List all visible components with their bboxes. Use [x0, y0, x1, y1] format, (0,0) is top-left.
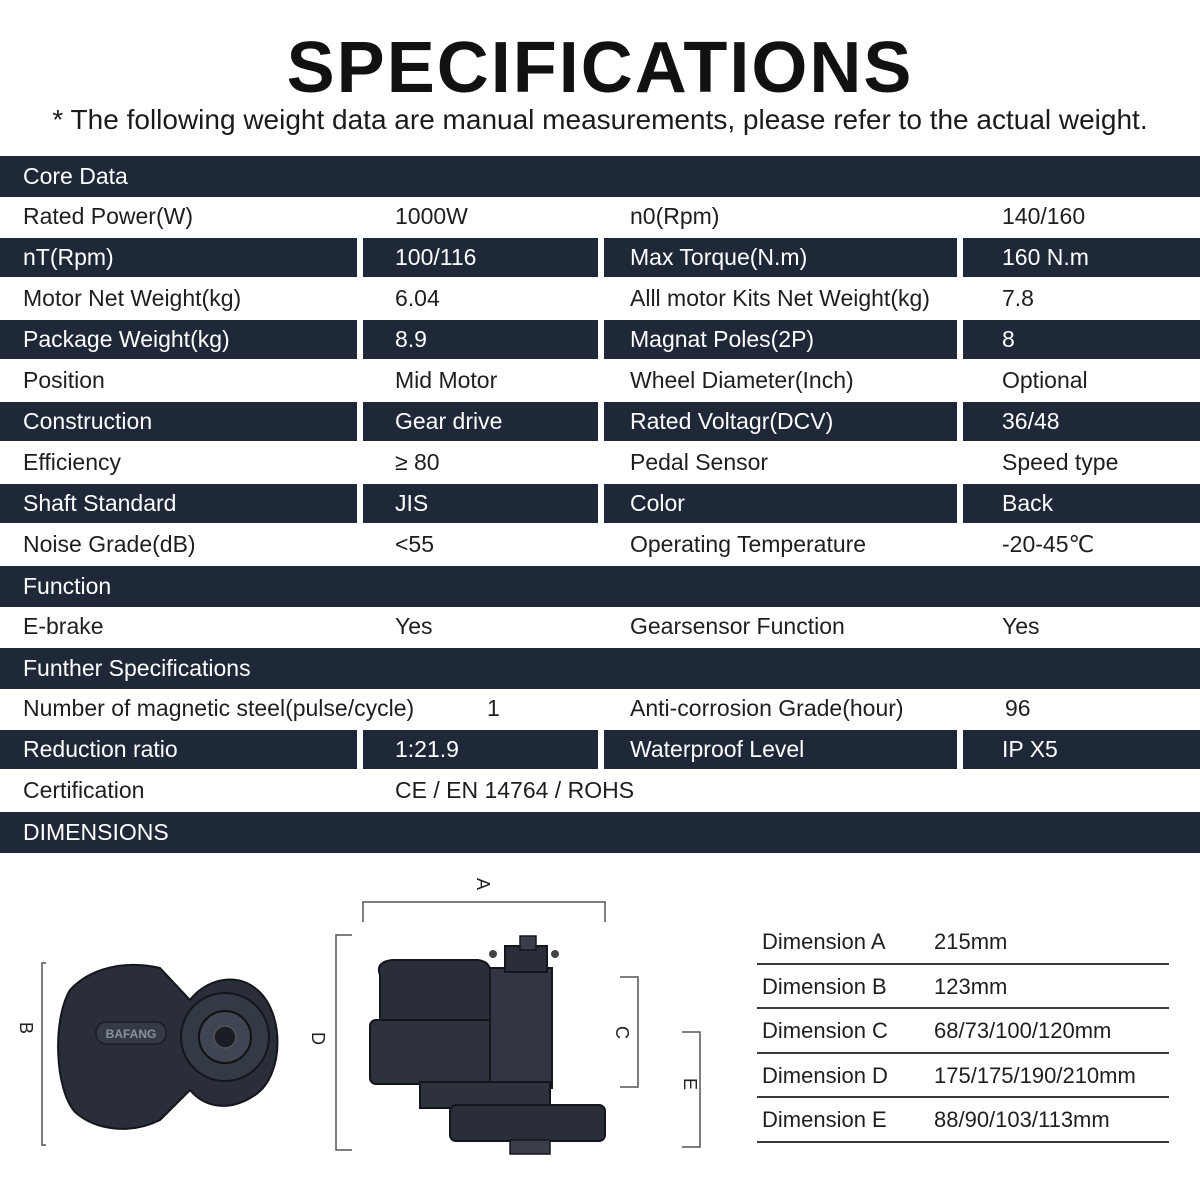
- spec-label: Reduction ratio: [0, 730, 357, 769]
- motor-side-housing: [490, 968, 552, 1088]
- spec-label: Position: [23, 367, 105, 393]
- spec-value: 36/48: [963, 402, 1200, 441]
- table-row: [0, 197, 1200, 238]
- dimension-a-label: A: [473, 878, 493, 891]
- section-title: Function: [23, 573, 112, 599]
- spec-label: Alll motor Kits Net Weight(kg): [630, 285, 930, 311]
- spec-value: ≥ 80: [395, 449, 440, 475]
- dimension-b-label: B: [16, 1022, 36, 1035]
- table-row: [757, 965, 1169, 1010]
- motor-front-view: [308, 878, 700, 1154]
- spec-label: Anti-corrosion Grade(hour): [630, 695, 904, 721]
- spec-label: Motor Net Weight(kg): [23, 285, 242, 311]
- spec-label: Rated Voltagr(DCV): [604, 402, 957, 441]
- spec-label: Gearsensor Function: [630, 613, 845, 639]
- spec-label: Construction: [0, 402, 357, 441]
- dimension-d-bracket: [336, 935, 352, 1150]
- spec-label: Max Torque(N.m): [604, 238, 957, 277]
- screw: [551, 950, 559, 958]
- spec-label: E-brake: [23, 613, 104, 639]
- table-row: [0, 730, 1200, 771]
- spec-value: 96: [1005, 695, 1031, 721]
- table-row: [0, 320, 1200, 361]
- spec-label: Operating Temperature: [630, 531, 867, 557]
- table-row: [0, 607, 1200, 648]
- gear-housing: [450, 1105, 605, 1141]
- dimension-a-bracket: [363, 902, 605, 922]
- table-row: [757, 1009, 1169, 1054]
- dimension-value: 215mm: [934, 929, 1008, 954]
- spec-value: -20-45℃: [1002, 531, 1095, 557]
- spec-label: Rated Power(W): [23, 203, 193, 229]
- spec-label: Magnat Poles(2P): [604, 320, 957, 359]
- dimension-label: Dimension C: [762, 1018, 888, 1044]
- table-row: [0, 443, 1200, 484]
- dimension-value: 175/175/190/210mm: [934, 1062, 1136, 1088]
- spec-label: n0(Rpm): [630, 203, 720, 229]
- spec-label: Color: [604, 484, 957, 523]
- section-title: Funther Specifications: [23, 655, 251, 681]
- table-row: [757, 920, 1169, 965]
- table-row: [0, 771, 1200, 812]
- section-header-function: [0, 566, 1200, 607]
- spec-value: Optional: [1002, 367, 1088, 393]
- section-header-core: [0, 156, 1200, 197]
- table-row: [0, 525, 1200, 566]
- spec-value: IP X5: [963, 730, 1200, 769]
- spec-value: Back: [963, 484, 1200, 523]
- dimension-c-label: C: [612, 1026, 632, 1039]
- spec-value: 8: [963, 320, 1200, 359]
- table-row: [0, 484, 1200, 525]
- spec-value: 1000W: [395, 203, 468, 229]
- spec-value: Yes: [395, 613, 433, 639]
- dimension-label: Dimension A: [762, 929, 886, 954]
- dimension-value: 88/90/103/113mm: [934, 1107, 1110, 1133]
- table-row: [757, 1098, 1169, 1143]
- section-header-further: [0, 648, 1200, 689]
- table-row: [0, 279, 1200, 320]
- spec-label: Number of magnetic steel(pulse/cycle): [23, 695, 415, 721]
- brand-logo: BAFANG: [105, 1027, 157, 1041]
- spec-value: 140/160: [1002, 203, 1086, 229]
- table-row: [0, 689, 1200, 730]
- spec-value: JIS: [363, 484, 598, 523]
- weight-note: * The following weight data are manual measurements, please refer to the actual weight.: [52, 104, 1148, 135]
- spec-label: Shaft Standard: [0, 484, 357, 523]
- spec-value: 100/116: [363, 238, 598, 277]
- spec-value: 8.9: [363, 320, 598, 359]
- spec-value: Gear drive: [363, 402, 598, 441]
- section-title: DIMENSIONS: [23, 819, 169, 845]
- spec-table: [0, 156, 1200, 853]
- shaft-top: [520, 936, 536, 950]
- spec-value: 6.04: [395, 285, 440, 311]
- table-row: [757, 1054, 1169, 1099]
- spec-label: Noise Grade(dB): [23, 531, 196, 557]
- dimension-label: Dimension D: [762, 1062, 888, 1088]
- spec-value: Yes: [1002, 613, 1040, 639]
- spec-value: Mid Motor: [395, 367, 498, 393]
- spec-value: 160 N.m: [963, 238, 1200, 277]
- spec-label: Efficiency: [23, 449, 122, 475]
- dimension-value: 123mm: [934, 973, 1008, 999]
- dimension-d-label: D: [308, 1032, 328, 1045]
- screw: [489, 950, 497, 958]
- spec-label: Pedal Sensor: [630, 449, 769, 475]
- spec-label: Package Weight(kg): [0, 320, 357, 359]
- table-row: [0, 361, 1200, 402]
- spec-value: CE / EN 14764 / ROHS: [395, 777, 635, 803]
- spec-value: 1:21.9: [363, 730, 598, 769]
- spec-label: Wheel Diameter(Inch): [630, 367, 854, 393]
- spec-label: nT(Rpm): [0, 238, 357, 277]
- page-title: SPECIFICATIONS: [286, 28, 914, 108]
- motor-side-view: [16, 963, 278, 1145]
- shaft-bottom: [510, 1140, 550, 1154]
- dimension-b-bracket: [42, 963, 46, 1145]
- section-header-dimensions: [0, 812, 1200, 853]
- shaft-hole: [214, 1026, 236, 1048]
- dimension-e-label: E: [680, 1078, 700, 1091]
- spec-value: 7.8: [1002, 285, 1034, 311]
- spec-value: <55: [395, 531, 435, 557]
- table-row: [0, 238, 1200, 279]
- dimension-label: Dimension E: [762, 1107, 887, 1133]
- spec-value: Speed type: [1002, 449, 1119, 475]
- dimension-label: Dimension B: [762, 973, 887, 999]
- motor-diagram: [0, 850, 740, 1190]
- spec-label: Certification: [23, 777, 145, 803]
- table-row: [0, 402, 1200, 443]
- spec-label: Waterproof Level: [604, 730, 957, 769]
- dimension-value: 68/73/100/120mm: [934, 1018, 1112, 1044]
- dimensions-table: [757, 920, 1169, 1143]
- spec-value: 1: [487, 695, 500, 721]
- section-title: Core Data: [23, 163, 128, 189]
